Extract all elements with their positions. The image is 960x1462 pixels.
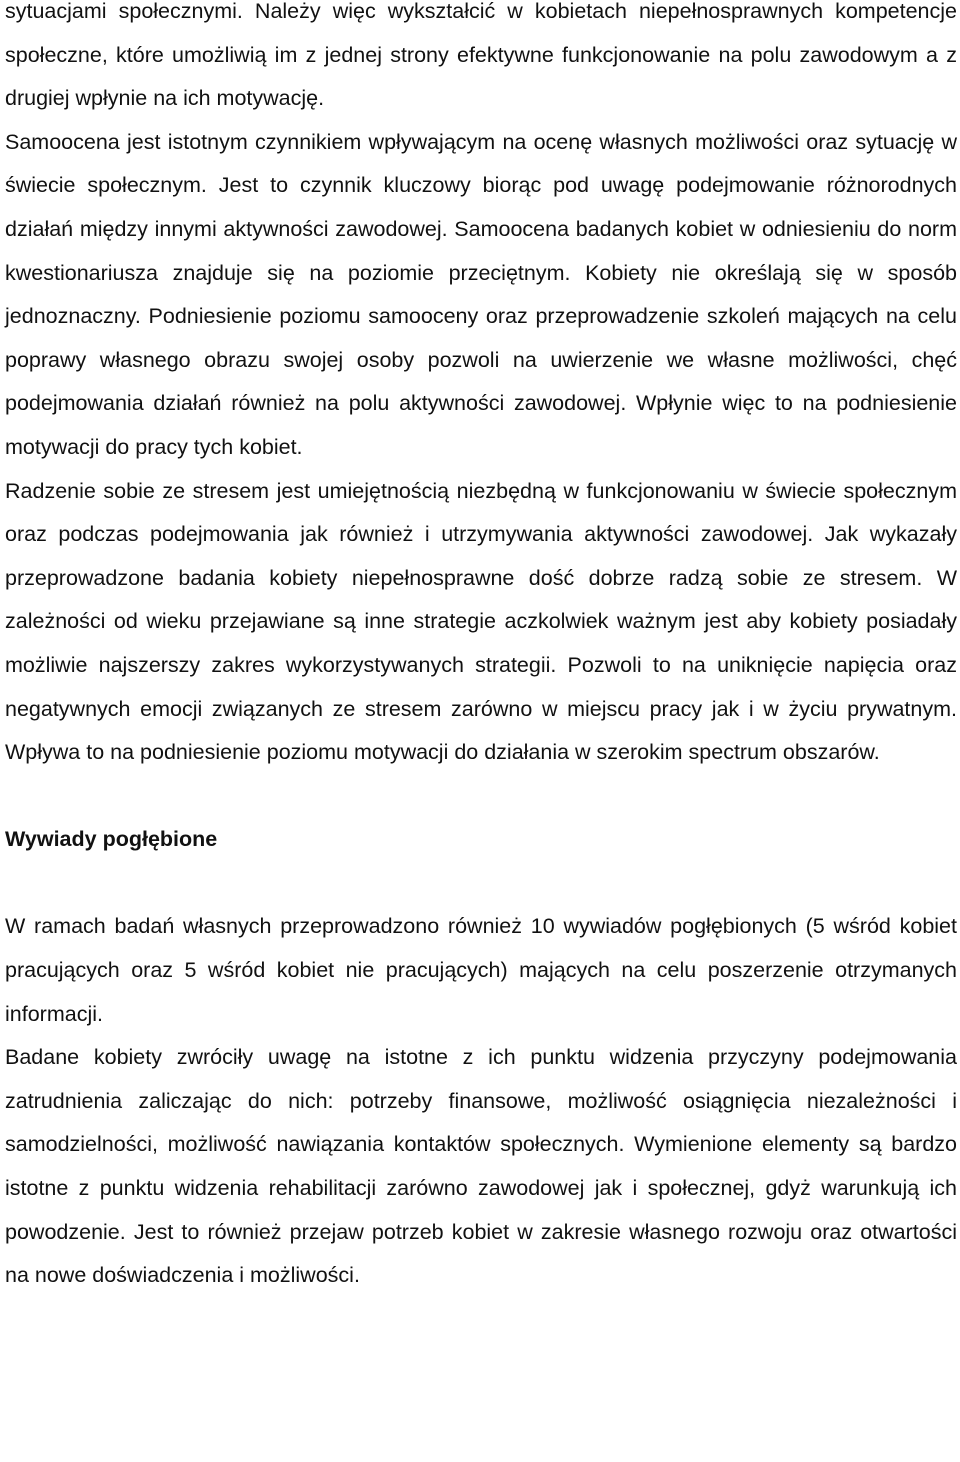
section-heading: Wywiady pogłębione	[5, 827, 218, 852]
paragraph-self-esteem: Samoocena jest istotnym czynnikiem wpływającym na ocenę własnych możliwości oraz sytuację w świecie społecznym. Jest to czynnik kluczowy biorąc pod uwagę podejmowanie różnorodnych działań między innymi aktywności zawodowej. Samoocena badanych kobiet w odniesieniu do norm kwestionariusza znajduje się na poziomie przeciętnym. Kobiety nie określają się w sposób jednoznaczny. Podniesienie poziomu samooceny oraz przeprowadzenie szkoleń mających na celu poprawy własnego obrazu swojej osoby pozwoli na uwierzenie we własne możliwości, chęć podejmowania działań również na polu aktywności zawodowej. Wpłynie więc to na podniesienie motywacji do pracy tych kobiet.	[5, 129, 957, 459]
document-page	[5, 0, 957, 1298]
paragraph-employment-reasons: Badane kobiety zwróciły uwagę na istotne z ich punktu widzenia przyczyny podejmowania zatrudnienia zaliczając do nich: potrzeby finansowe, możliwość osiągnięcia niezależności i samodzielności, możliwość nawiązania kontaktów społecznych. Wymienione elementy są bardzo istotne z punktu widzenia rehabilitacji zarówno zawodowej jak i społecznej, gdyż warunkują ich powodzenie. Jest to również przejaw potrzeb kobiet w zakresie własnego rozwoju oraz otwartości na nowe doświadczenia i możliwości.	[5, 1045, 957, 1288]
paragraph-stress-coping: Radzenie sobie ze stresem jest umiejętnością niezbędną w funkcjonowaniu w świecie społecznym oraz podczas podejmowania jak również i utrzymywania aktywności zawodowej. Jak wykazały przeprowadzone badania kobiety niepełnosprawne dość dobrze radzą sobie ze stresem. W zależności od wieku przejawiane są inne strategie aczkolwiek ważnym jest aby kobiety posiadały możliwie najszerszy zakres wykorzystywanych strategii. Pozwoli to na uniknięcie napięcia oraz negatywnych emocji związanych ze stresem zarówno w miejscu pracy jak i w życiu prywatnym. Wpływa to na podniesienie poziomu motywacji do działania w szerokim spectrum obszarów.	[5, 478, 957, 765]
paragraph-interviews-intro: W ramach badań własnych przeprowadzono również 10 wywiadów pogłębionych (5 wśród kobiet pracujących oraz 5 wśród kobiet nie pracujących) mających na celu poszerzenie otrzymanych informacji.	[5, 914, 957, 1026]
spacer	[5, 862, 957, 906]
paragraph-social-competence: sytuacjami społecznymi. Należy więc wykształcić w kobietach niepełnosprawnych kompetencje społeczne, które umożliwią im z jednej strony efektywne funkcjonowanie na polu zawodowym a z drugiej wpłynie na ich motywację.	[5, 0, 957, 111]
spacer	[5, 775, 957, 819]
